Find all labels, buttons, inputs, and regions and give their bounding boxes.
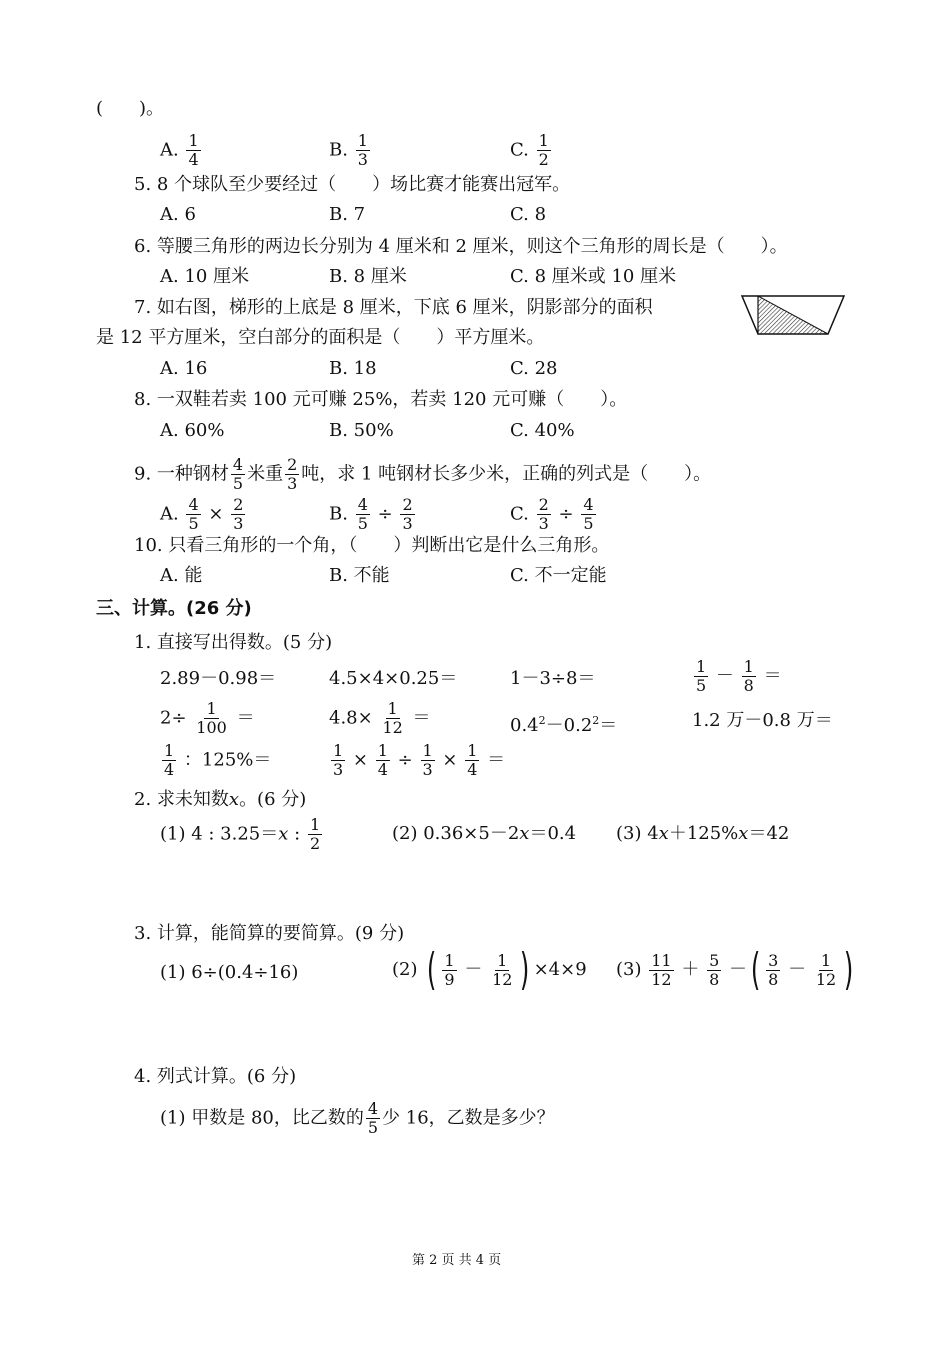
q10-stem: 10. 只看三角形的一个角，（ ）判断出它是什么三角形。 — [134, 535, 610, 556]
right-paren: ) — [520, 944, 530, 995]
q6-option-c: C. 8 厘米或 10 厘米 — [510, 266, 677, 287]
right-paren: ) — [844, 944, 854, 995]
q4-option-c: C. $\frac{1}{2}$ — [510, 131, 549, 169]
q10-option-c: C. 不一定能 — [510, 565, 607, 586]
section3-title: 三、计算。(26 分) — [96, 598, 252, 619]
q5-option-b: B. 7 — [329, 204, 366, 225]
calc-1-2: 4.5×4×0.25＝ — [329, 668, 458, 689]
q10-option-a: A. 能 — [160, 565, 203, 586]
q9-option-c: C. $\frac{2}{3}$ ÷ $\frac{4}{5}$ — [510, 495, 594, 533]
page-footer: 第 2 页 共 4 页 — [412, 1253, 502, 1268]
q4-option-b: B. $\frac{1}{3}$ — [329, 131, 368, 169]
calc-1-3: 1－3÷8＝ — [510, 668, 596, 689]
calc-3-1: $\frac{1}{4}$ ：125%＝ — [164, 741, 272, 779]
q10-option-b: B. 不能 — [329, 565, 390, 586]
part4-title: 4. 列式计算。(6 分) — [134, 1066, 297, 1087]
left-paren: ( — [427, 944, 437, 995]
q4-option-a: A. $\frac{1}{4}$ — [160, 131, 199, 169]
q7-option-c: C. 28 — [510, 358, 558, 379]
q5-option-a: A. 6 — [160, 204, 196, 225]
q6-stem: 6. 等腰三角形的两边长分别为 4 厘米和 2 厘米，则这个三角形的周长是（ ）。 — [134, 236, 788, 257]
calc-2-1: 2÷ $\frac{1}{100}$ ＝ — [160, 699, 255, 737]
simplify-2: (2) ( $\frac{1}{9}$ － $\frac{1}{12}$ ) ×4×9 — [392, 944, 587, 995]
part3-title: 3. 计算，能简算的要简算。(9 分) — [134, 923, 405, 944]
q7-stem-line1: 7. 如右图，梯形的上底是 8 厘米，下底 6 厘米，阴影部分的面积 — [134, 297, 653, 318]
q4-stem-tail: ( )。 — [96, 98, 165, 119]
left-paren: ( — [750, 944, 761, 995]
calc-3-2: $\frac{1}{3}$ × $\frac{1}{4}$ ÷ $\frac{1}{3}$ × $\frac{1}{4}$ ＝ — [333, 741, 506, 779]
q5-stem: 5. 8 个球队至少要经过（ ）场比赛才能赛出冠军。 — [134, 174, 571, 195]
q8-option-c: C. 40% — [510, 420, 575, 441]
part1-title: 1. 直接写出得数。(5 分) — [134, 632, 333, 653]
q5-option-c: C. 8 — [510, 204, 547, 225]
calc-2-2: 4.8× $\frac{1}{12}$ ＝ — [329, 699, 431, 737]
q8-option-a: A. 60% — [160, 420, 225, 441]
calc-2-3: $0.4^2-0.2^2=$ — [510, 714, 618, 736]
part2-title: 2. 求未知数x。(6 分) — [134, 789, 307, 810]
q8-option-b: B. 50% — [329, 420, 394, 441]
q9-option-a: A. $\frac{4}{5}$ × $\frac{2}{3}$ — [160, 495, 244, 533]
q7-stem-line2: 是 12 平方厘米，空白部分的面积是（ ）平方厘米。 — [96, 327, 545, 348]
q9-option-b: B. $\frac{4}{5}$ ÷ $\frac{2}{3}$ — [329, 495, 413, 533]
calc-1-4: $\frac{1}{5}$ － $\frac{1}{8}$ ＝ — [696, 657, 782, 695]
simplify-1: (1) 6÷(0.4÷16) — [160, 962, 299, 983]
simplify-3: (3) $\frac{11}{12}$ ＋ $\frac{5}{8}$ －( $\frac{3}{8}$ － $\frac{1}{12}$ ) — [616, 944, 854, 995]
q6-option-a: A. 10 厘米 — [160, 266, 250, 287]
q8-stem: 8. 一双鞋若卖 100 元可赚 25%，若卖 120 元可赚（ ）。 — [134, 389, 628, 410]
equation-3: (3) 4x＋125%x＝42 — [616, 823, 790, 844]
q6-option-b: B. 8 厘米 — [329, 266, 407, 287]
equation-2: (2) 0.36×5－2x＝0.4 — [392, 823, 577, 844]
equation-1: (1) 4 : 3.25＝x : $\frac{1}{2}$ — [160, 815, 321, 853]
q7-option-b: B. 18 — [329, 358, 377, 379]
word-problem-1: (1) 甲数是 80，比乙数的 $\frac{4}{5}$ 少 16，乙数是多少？ — [160, 1099, 555, 1137]
trapezoid-figure — [740, 294, 846, 338]
calc-1-1: 2.89－0.98＝ — [160, 668, 277, 689]
calc-2-4: 1.2 万－0.8 万＝ — [692, 710, 833, 731]
q9-stem: 9. 一种钢材 $\frac{4}{5}$ 米重 $\frac{2}{3}$ 吨，求 1 吨钢材长多少米，正确的列式是（ ）。 — [134, 455, 712, 493]
q7-option-a: A. 16 — [160, 358, 208, 379]
